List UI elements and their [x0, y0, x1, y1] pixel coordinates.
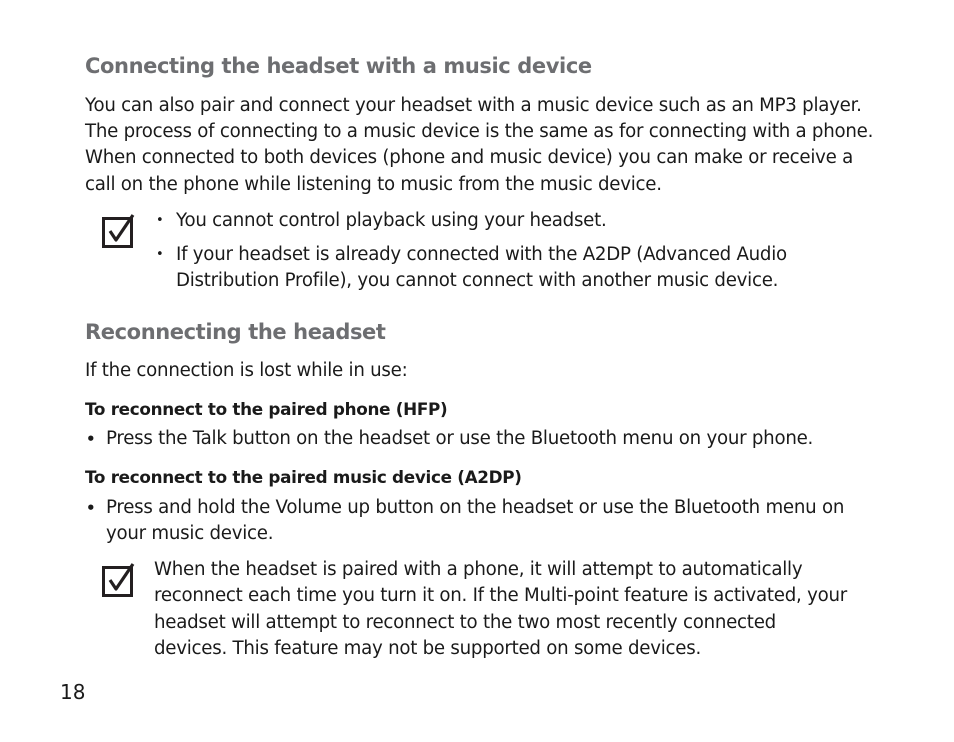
reconnect-note-text: When the headset is paired with a phone, it will attempt to automatically reconnect each time you turn it on. If the Multi-point feature is activated, your headset will attempt to reconnect to the two most recently connected devices. This feature may not be supported on some devices. [154, 559, 847, 659]
music-device-description: You can also pair and connect your headset with a music device such as an MP3 player. The process of connecting to a music device is the same as for connecting with a phone. When connected to both devices (phone and music device) you can make or receive a call on the phone while listening to music from the music device. [85, 95, 874, 195]
step-hfp: • Press the Talk button on the headset or use the Bluetooth menu on your phone. [85, 426, 885, 452]
section-heading-reconnecting: Reconnecting the headset [85, 320, 386, 345]
page-number: 18 [60, 680, 86, 704]
step-a2dp: • Press and hold the Volume up button on the headset or use the Bluetooth menu on your music device. [85, 495, 885, 547]
note-item: • You cannot control playback using your headset. [155, 208, 885, 234]
page-content [85, 52, 885, 662]
note-music-device [85, 208, 885, 295]
section-heading-music-device: Connecting the headset with a music device [85, 54, 592, 78]
note-item: • If your headset is already connected with the A2DP (Advanced Audio Distribution Profile), you cannot connect with another music device. [155, 242, 885, 294]
subheading-hfp: To reconnect to the paired phone (HFP) [85, 398, 448, 419]
subheading-a2dp: To reconnect to the paired music device (A2DP) [85, 466, 522, 487]
checkbox-note-icon [102, 563, 136, 597]
note-list [155, 208, 885, 295]
note-reconnect [85, 557, 885, 662]
checkbox-note-icon [102, 214, 136, 248]
reconnect-intro: If the connection is lost while in use: [85, 360, 408, 382]
